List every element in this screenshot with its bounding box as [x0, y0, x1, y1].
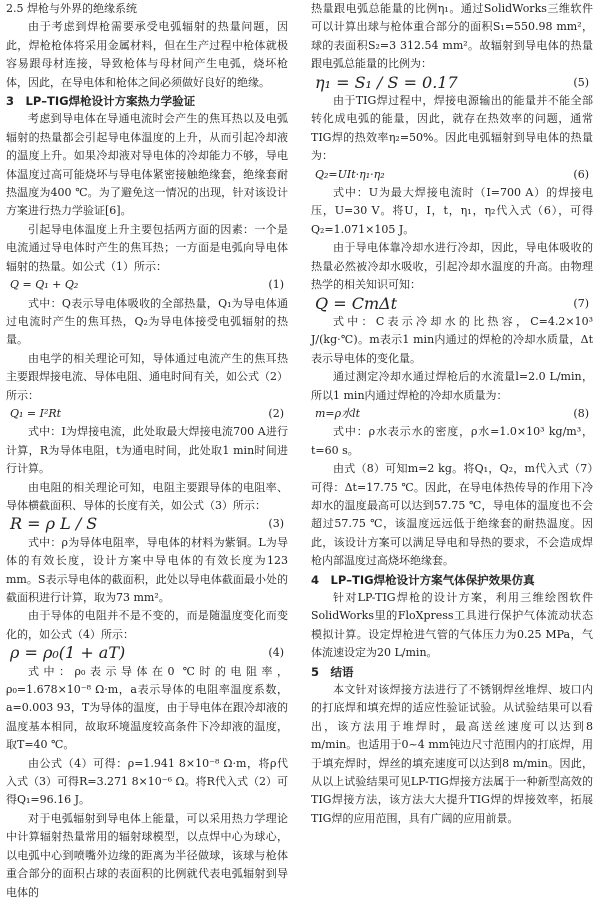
equation-number: (6)	[573, 167, 589, 181]
paragraph: 式中：U为最大焊接电流时（I=700 A）的焊接电压，U=30 V。将U，I，t，η₁，η₂代入式（6），可得Q₂=1.071×105 J。	[311, 186, 593, 236]
equation-number: (8)	[573, 406, 589, 420]
equation-3	[6, 515, 288, 533]
right-column	[311, 0, 593, 828]
equation-8	[311, 405, 593, 423]
paragraph: 由电阻的相关理论可知，电阻主要跟导体的电阻率、导体横截面积、导体的长度有关，如公式（3）所示：	[6, 480, 288, 512]
equation-1	[6, 276, 288, 294]
equation-number: (4)	[268, 646, 284, 660]
section-2-5-heading: 2.5 焊枪与外界的绝缘系统	[6, 2, 137, 15]
equation-formula: R = ρ L / S	[10, 514, 98, 534]
equation-number: (5)	[573, 75, 589, 89]
equation-number: (3)	[268, 517, 284, 531]
equation-number: (1)	[268, 278, 284, 292]
paragraph: 考虑到导电体在导通电流时会产生的焦耳热以及电弧辐射的热量都会引起导电体温度的上升，从而引起冷却液的温度上升。如果冷却液对导电体的冷却能力不够，导电体温度过高可能烧坏与导电体紧密接触绝缘套，绝缘套耐热温度为400 ℃。为了避免这一情况的出现，针对该设计方案进行热力学验证[6]。	[6, 112, 288, 218]
paragraph: 式中：ρ为导体电阻率，导电体的材料为紫铜。L为导体的有效长度，设计方案中导电体的有效长度为123 mm。S表示导电体的截面积，此处以导电体截面最小处的截面积进行计算，取为73 mm²。	[6, 535, 288, 604]
paragraph: 式中：C表示冷却水的比热容，C=4.2×10³ J/(kg·℃)。m表示1 min内通过的焊枪的冷却水质量，Δt表示导电体的变化量。	[311, 314, 593, 365]
paragraph: 由电学的相关理论可知，导体通过电流产生的焦耳热主要跟焊接电流、导体电阻、通电时间有关，如公式（2）所示：	[6, 351, 288, 402]
paragraph: 由于导电体靠冷却水进行冷却，因此，导电体吸收的热量必然被冷却水吸收，引起冷却水温度的升高。由物理热学的相关知识可知：	[311, 241, 593, 292]
paragraph: 式中：I为焊接电流，此处取最大焊接电流700 A进行计算，R为导体电阻，t为通电时间，此处取1 min时间进行计算。	[6, 425, 288, 476]
equation-formula: m=ρ水lt	[315, 406, 361, 420]
equation-formula: Q = Q₁ + Q₂	[10, 278, 79, 292]
equation-formula: Q₂=UIt·η₁·η₂	[315, 167, 385, 181]
paragraph: 通过测定冷却水通过焊枪后的水流量l=2.0 L/min，所以1 min内通过焊枪的冷却水质量为：	[311, 370, 593, 402]
paragraph: 针对LP-TIG焊枪的设计方案，利用三维绘图软件SolidWorks里的FloXpress工具进行保护气体流动状态模拟计算。设定焊枪进气管的气体压力为0.25 MPa，气体流速设定为20 L/min。	[311, 591, 593, 660]
equation-7	[311, 295, 593, 313]
equation-formula: Q₁ = I²Rt	[10, 406, 62, 420]
equation-4	[6, 644, 288, 662]
paragraph: 由于导体的电阻并不是不变的，而是随温度变化而变化的，如公式（4）所示：	[6, 609, 288, 641]
equation-formula: Q = CmΔt	[315, 293, 398, 313]
equation-2	[6, 405, 288, 423]
paragraph: 式中：Q表示导电体吸收的全部热量，Q₁为导电体通过电流时产生的焦耳热，Q₂为导电体接受电弧辐射的热量。	[6, 296, 288, 347]
equation-formula: ρ = ρ₀(1 + aT)	[10, 643, 126, 663]
paragraph: 本文针对该焊接方法进行了不锈钢焊丝堆焊、坡口内的打底焊和填充焊的适应性验证试验。从试验结果可以看出，该方法用于堆焊时，最高送丝速度可以达到8 m/min。也适用于0~4 mm钝边尺寸范围内的打底焊，用于填充焊时，焊丝的填充速度可以达到8 m/min。因此，从以上试验结果可见LP-TIG焊接方法属于一种新型高效的TIG焊接方法，该方法大大提升TIG焊的焊接效率，拓展TIG焊的应用范围，具有广阔的应用前景。	[311, 683, 593, 825]
paragraph: 对于电弧辐射到导电体上能量，可以采用热力学理论中计算辐射热量常用的辐射球模型，以点焊中心为球心，以电弧中心到喷嘴外边缘的距离为半径做球，该球与枪体重合部分的面积占球的表面积的比例就代表电弧辐射到导电体的	[6, 811, 288, 899]
equation-number: (7)	[573, 296, 589, 310]
left-column	[6, 0, 288, 902]
section-5-heading: 5 结语	[311, 664, 354, 679]
equation-5	[311, 74, 593, 92]
paragraph: 式中：ρ水表示水的密度，ρ水=1.0×10³ kg/m³，t=60 s。	[311, 425, 593, 457]
section-4-heading: 4 LP–TIG焊枪设计方案气体保护效果仿真	[311, 572, 535, 587]
paragraph: 由式（8）可知m=2 kg。将Q₁，Q₂，m代入式（7）可得：Δt=17.75 ℃。因此，在导电体热传导的作用下冷却水的温度最高可以达到57.75 ℃，导电体的温度也不会超过57.75 ℃，该温度远远低于绝缘套的耐热温度。因此，该设计方案可以满足导电和导热的要求，不会造成焊枪内部温度过高烧坏绝缘套。	[311, 462, 593, 568]
paragraph: 由于考虑到焊枪需要承受电弧辐射的热量问题，因此，焊枪枪体将采用金属材料，但在生产过程中枪体就极容易跟母材连接，导致枪体与母材间产生电弧，烧坏枪体，因此，在导电体和枪体之间必须做好良好的绝缘。	[6, 20, 288, 89]
paragraph: 由于TIG焊过程中，焊接电源输出的能量并不能全部转化成电弧的能量，因此，就存在热效率的问题，通常TIG焊的热效率η₂=50%。因此电弧辐射到导电体的热量为：	[311, 94, 593, 163]
paragraph: 引起导电体温度上升主要包括两方面的因素：一个是电流通过导电体时产生的焦耳热；一方面是电弧向导电体辐射的热量。如公式（1）所示：	[6, 222, 288, 273]
equation-number: (2)	[268, 406, 284, 420]
paragraph: 式中：ρ₀表示导体在0 ℃时的电阻率，ρ₀=1.678×10⁻⁸ Ω·m，a表示导体的电阻率温度系数，a=0.003 93，T为导体的温度，由于导电体在跟冷却液的温度基本相同，故取环境温度较高条件下冷却液的温度，取T=40 ℃。	[6, 664, 288, 752]
paragraph: 由公式（4）可得：ρ=1.941 8×10⁻⁸ Ω·m，将ρ代入式（3）可得R=3.271 8×10⁻⁶ Ω。将R代入式（2）可得Q₁=96.16 J。	[6, 756, 288, 807]
equation-formula: η₁ = S₁ / S = 0.17	[315, 72, 458, 92]
equation-6	[311, 166, 593, 184]
section-3-heading: 3 LP–TIG焊枪设计方案热力学验证	[6, 94, 196, 109]
paragraph: 热量跟电弧总能量的比例η₁。通过SolidWorks三维软件可以计算出球与枪体重合部分的面积S₁=550.98 mm²，球的表面积S₂=3 312.54 mm²。故辐射到导电体的热量跟电弧总能量的比例为：	[311, 2, 593, 71]
